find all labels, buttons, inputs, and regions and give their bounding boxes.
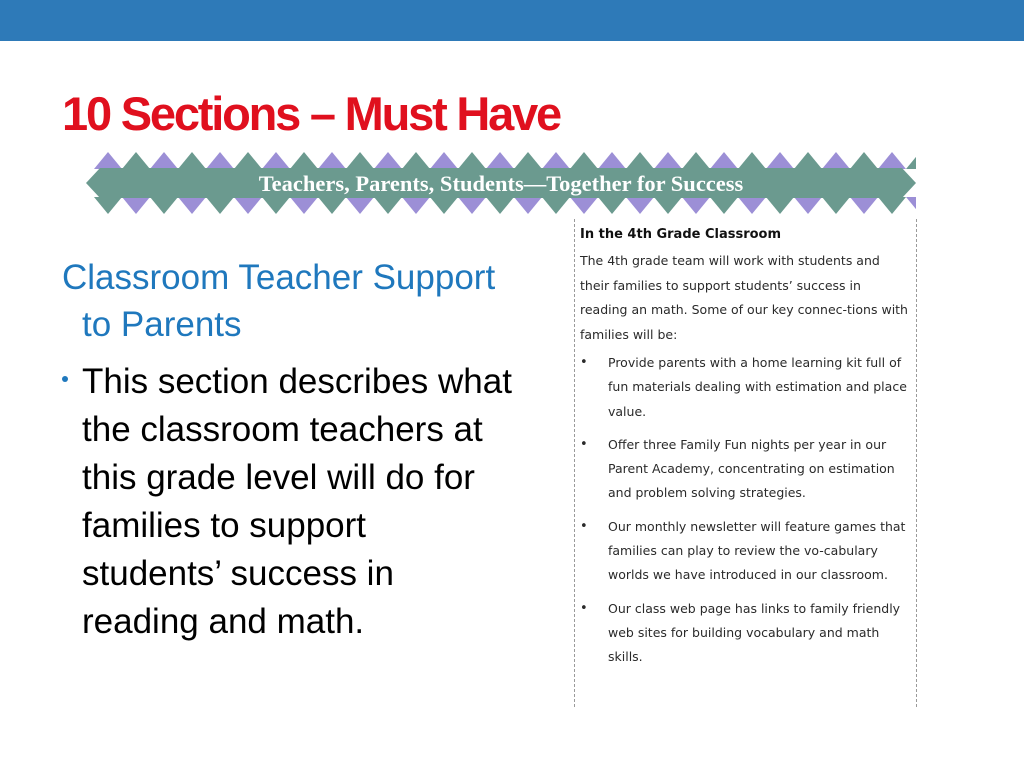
section-heading: Classroom Teacher Support to Parents	[62, 258, 496, 344]
description-bullet	[62, 358, 512, 646]
list-item-text: Our monthly newsletter will feature games that families can play to review the vo-cabulary worlds we have introduced in our classroom.	[608, 518, 906, 583]
top-accent-bar	[0, 0, 1024, 41]
list-item-text: Provide parents with a home learning kit full of fun materials dealing with estimation and place value.	[608, 355, 907, 419]
description-text: This section describes what the classroom teachers at this grade level will do for families to support students’ success in reading and math.	[82, 362, 512, 641]
excerpt-intro: The 4th grade team will work with students and their families to support students’ success in reading an math. Some of our key connec-tions with families will be:	[580, 253, 908, 342]
bullet-dot-icon	[62, 376, 68, 382]
excerpt-list	[580, 351, 912, 670]
banner-title: Teachers, Parents, Students—Together for Success	[258, 171, 744, 196]
slide-title: 10 Sections – Must Have	[62, 87, 560, 140]
list-item	[580, 351, 912, 424]
compact-excerpt-panel	[574, 219, 917, 707]
list-item-text: Offer three Family Fun nights per year in our Parent Academy, concentrating on estimation and problem solving strategies.	[608, 436, 895, 501]
bullet-icon: •	[580, 600, 588, 616]
bullet-icon: •	[580, 355, 588, 370]
list-item	[580, 597, 912, 670]
list-item-text: Our class web page has links to family friendly web sites for building vocabulary and math skills.	[608, 600, 901, 665]
list-item	[580, 515, 912, 588]
bullet-icon: •	[580, 518, 588, 534]
list-item	[580, 433, 912, 506]
section-banner	[86, 150, 916, 216]
section-description	[62, 254, 512, 646]
bullet-icon: •	[580, 436, 588, 452]
excerpt-heading: In the 4th Grade Classroom	[580, 227, 782, 242]
